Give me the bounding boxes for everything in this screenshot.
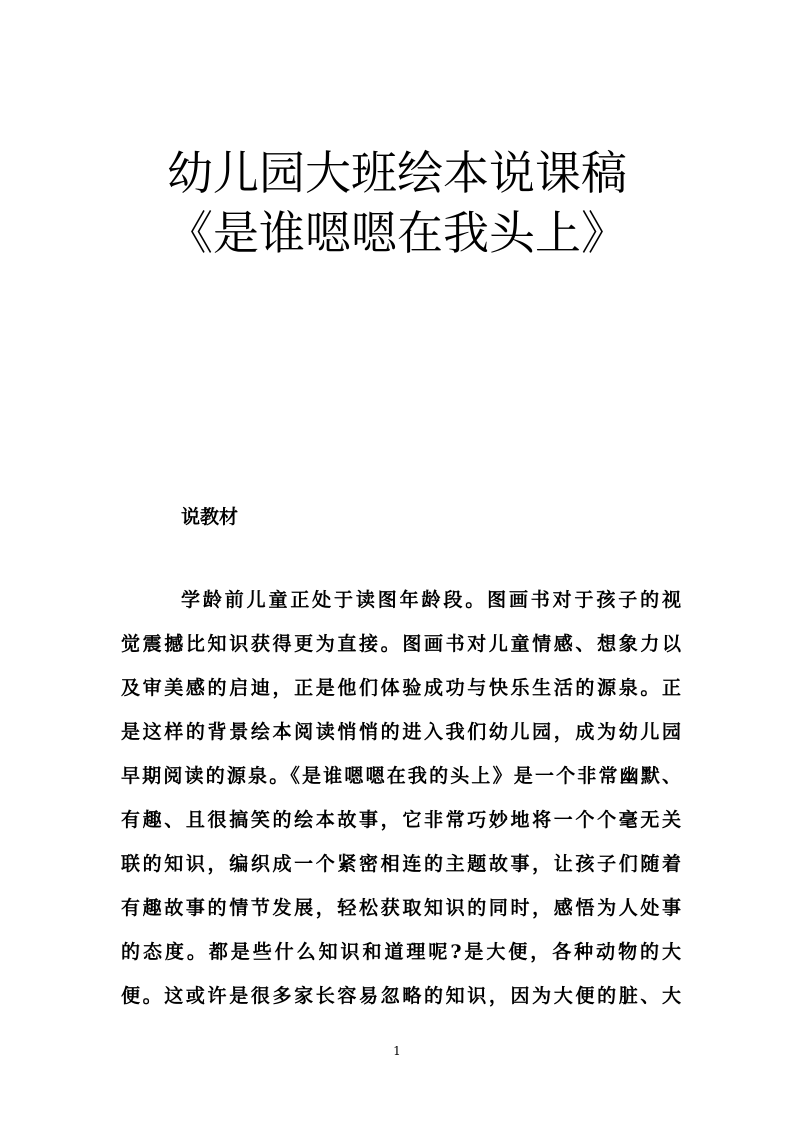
paragraph-line: 的态度。都是些什么知识和道理呢?是大便，各种动物的大 (121, 941, 681, 963)
paragraph-line: 学龄前儿童正处于读图年龄段。图画书对于孩子的视 (181, 589, 681, 611)
paragraph-line: 联的知识，编织成一个紧密相连的主题故事，让孩子们随着 (121, 853, 681, 875)
body-paragraph (121, 580, 681, 1020)
page-number: 1 (393, 1044, 401, 1058)
paragraph-line: 早期阅读的源泉。《是谁嗯嗯在我的头上》是一个非常幽默、 (121, 765, 681, 787)
paragraph-line: 有趣、且很搞笑的绘本故事，它非常巧妙地将一个个毫无关 (121, 809, 681, 831)
section-heading: 说教材 (181, 506, 239, 528)
document-title-line-1: 幼儿园大班绘本说课稿 (167, 146, 627, 200)
paragraph-line: 便。这或许是很多家长容易忽略的知识，因为大便的脏、大 (121, 985, 681, 1007)
paragraph-line: 有趣故事的情节发展，轻松获取知识的同时，感悟为人处事 (121, 897, 681, 919)
paragraph-line: 觉震撼比知识获得更为直接。图画书对儿童情感、想象力以 (121, 633, 681, 655)
paragraph-line: 是这样的背景绘本阅读悄悄的进入我们幼儿园，成为幼儿园 (121, 721, 681, 743)
document-title-line-2: 《是谁嗯嗯在我头上》 (167, 206, 627, 260)
paragraph-line: 及审美感的启迪，正是他们体验成功与快乐生活的源泉。正 (121, 677, 681, 699)
